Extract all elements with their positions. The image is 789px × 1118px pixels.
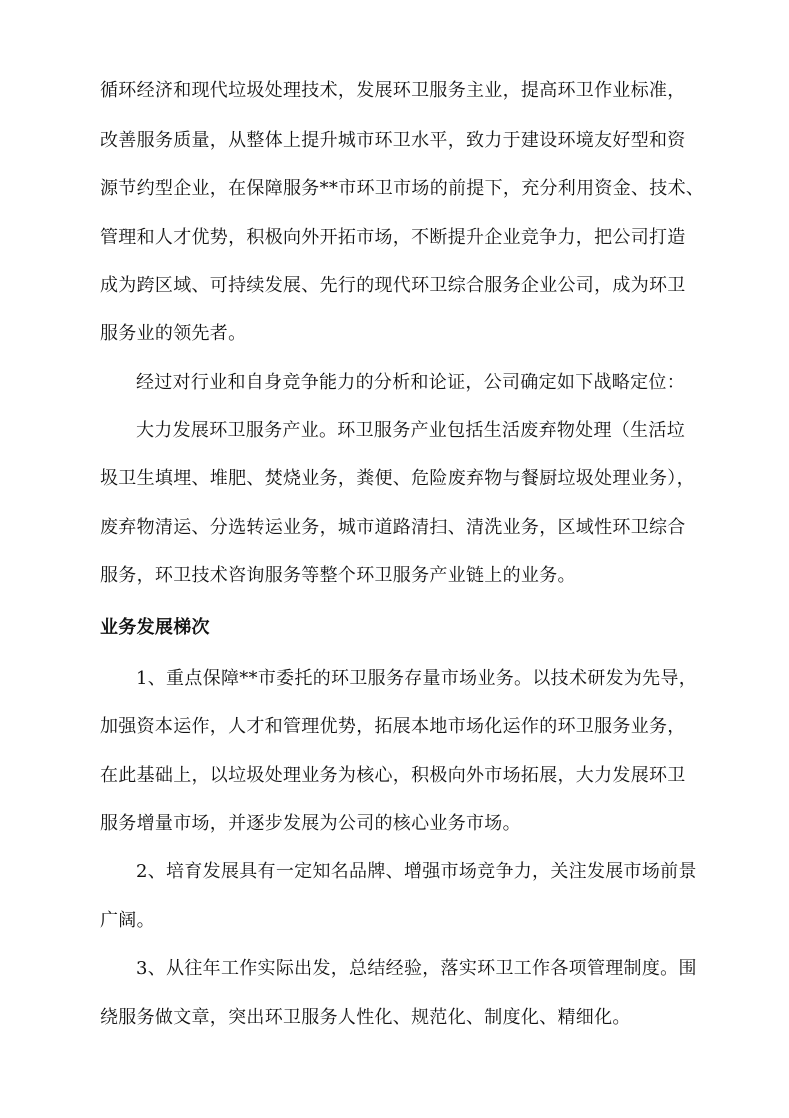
item-3-line-2: 绕服务做文章，突出环卫服务人性化、规范化、制度化、精细化。	[100, 1007, 631, 1028]
paragraph-1-line-5: 成为跨区域、可持续发展、先行的现代环卫综合服务企业公司，成为环卫	[100, 275, 686, 296]
paragraph-3-line-3: 废弃物清运、分选转运业务，城市道路清扫、清洗业务，区域性环卫综合	[100, 517, 686, 538]
paragraph-3-line-2: 圾卫生填埋、堆肥、焚烧业务，粪便、危险废弃物与餐厨垃圾处理业务），	[100, 468, 695, 489]
paragraph-1-line-1: 循环经济和现代垃圾处理技术，发展环卫服务主业，提高环卫作业标准，	[100, 80, 686, 101]
paragraph-2-line-1: 经过对行业和自身竞争能力的分析和论证，公司确定如下战略定位：	[136, 372, 685, 393]
paragraph-1-line-2: 改善服务质量，从整体上提升城市环卫水平，致力于建设环境友好型和资	[100, 130, 686, 151]
item-2-line-1: 2、培育发展具有一定知名品牌、增强市场竞争力，关注发展市场前景	[136, 861, 697, 882]
paragraph-3-line-1: 大力发展环卫服务产业。环卫服务产业包括生活废弃物处理（生活垃	[136, 420, 685, 441]
item-3-line-1: 3、从往年工作实际出发，总结经验，落实环卫工作各项管理制度。围	[136, 958, 697, 979]
paragraph-1-line-6: 服务业的领先者。	[100, 323, 247, 344]
item-1-line-1: 1、重点保障**市委托的环卫服务存量市场业务。以技术研发为先导，	[136, 668, 698, 689]
item-2-line-2: 广阔。	[100, 910, 155, 931]
section-heading: 业务发展梯次	[100, 617, 210, 638]
paragraph-1-line-4: 管理和人才优势，积极向外开拓市场，不断提升企业竞争力，把公司打造	[100, 227, 686, 248]
paragraph-1-line-3: 源节约型企业，在保障服务**市环卫市场的前提下，充分利用资金、技术、	[100, 178, 705, 199]
paragraph-3-line-4: 服务，环卫技术咨询服务等整个环卫服务产业链上的业务。	[100, 565, 576, 586]
item-1-line-3: 在此基础上，以垃圾处理业务为核心，积极向外市场拓展，大力发展环卫	[100, 765, 686, 786]
item-1-line-2: 加强资本运作，人才和管理优势，拓展本地市场化运作的环卫服务业务，	[100, 716, 686, 737]
item-1-line-4: 服务增量市场，并逐步发展为公司的核心业务市场。	[100, 813, 521, 834]
